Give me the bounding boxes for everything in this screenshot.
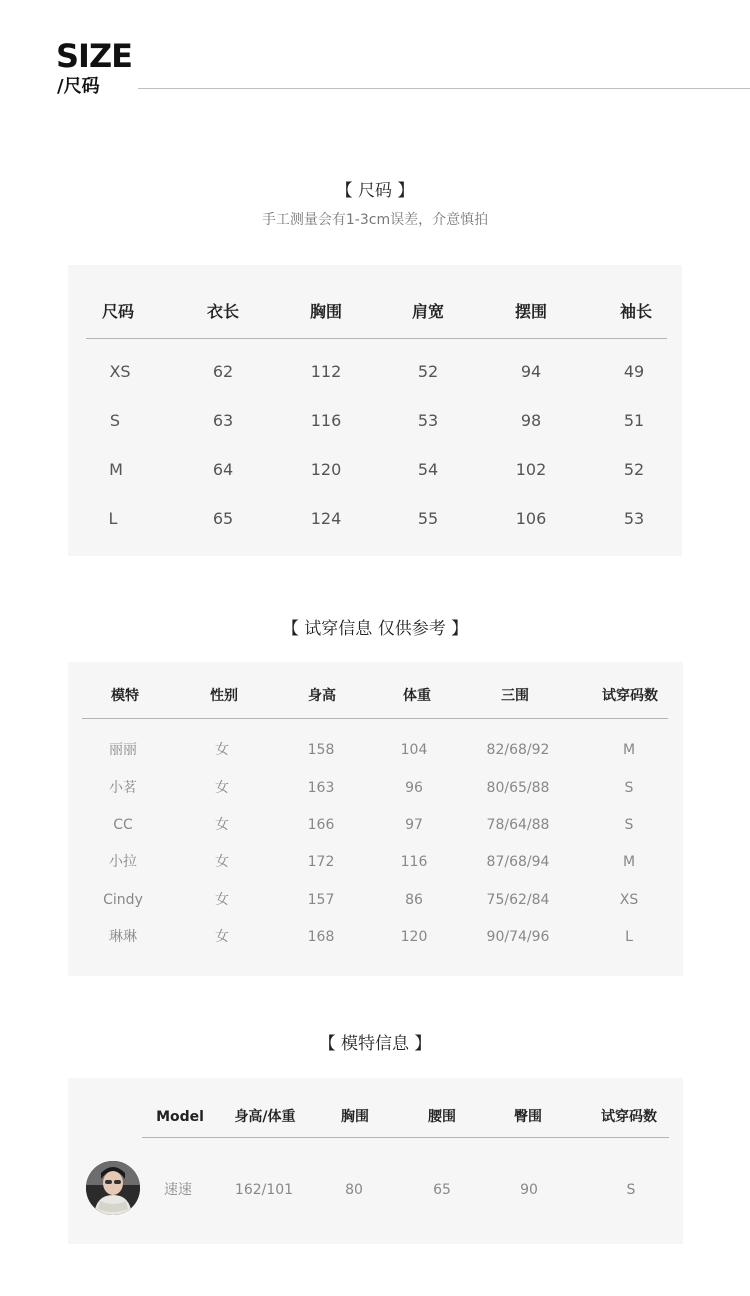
size-cell: 116: [310, 411, 342, 430]
size-cell: M: [109, 460, 123, 479]
size-header-cell: 袖长: [619, 302, 652, 321]
tryon-cell: 116: [400, 854, 428, 870]
tryon-cell: 女: [215, 742, 229, 758]
size-cell: 98: [520, 411, 542, 430]
tryon-cell: 96: [405, 780, 423, 796]
tryon-cell: S: [624, 817, 634, 833]
tryon-cell: 女: [215, 817, 229, 833]
model-header-cell: Model: [156, 1109, 204, 1125]
size-header-divider: [86, 338, 667, 339]
tryon-cell: 小拉: [109, 854, 137, 870]
model-section-title: 【 模特信息 】: [318, 1034, 432, 1054]
tryon-cell: 78/64/88: [486, 817, 550, 833]
tryon-cell: 166: [307, 817, 335, 833]
size-heading: SIZE: [56, 37, 133, 75]
tryon-cell: 172: [307, 854, 335, 870]
size-cell: 94: [520, 362, 542, 381]
tryon-cell: 157: [307, 892, 335, 908]
tryon-cell: 90/74/96: [486, 929, 550, 945]
size-cell: XS: [109, 362, 131, 381]
size-cell: 63: [212, 411, 234, 430]
size-cell: 52: [623, 460, 645, 479]
size-cell: 53: [417, 411, 439, 430]
size-cell: 55: [417, 509, 439, 528]
model-header-cell: 试穿码数: [601, 1109, 657, 1125]
tryon-cell: 82/68/92: [486, 742, 550, 758]
tryon-cell: 女: [215, 780, 229, 796]
size-cell: 112: [310, 362, 342, 381]
tryon-cell: 丽丽: [109, 742, 137, 758]
tryon-cell: 女: [215, 854, 229, 870]
tryon-header-cell: 模特: [111, 688, 139, 704]
tryon-cell: 琳琳: [109, 929, 137, 945]
model-avatar: [86, 1161, 140, 1215]
size-cell: 120: [310, 460, 342, 479]
size-cell: 54: [417, 460, 439, 479]
model-avatar-image: [86, 1161, 140, 1215]
size-header-cell: 衣长: [206, 302, 239, 321]
model-header-cell: 臀围: [514, 1109, 542, 1125]
tryon-header-cell: 试穿码数: [602, 688, 658, 704]
model-cell: 162/101: [234, 1182, 294, 1198]
size-cell: 62: [212, 362, 234, 381]
model-header-cell: 胸围: [341, 1109, 369, 1125]
tryon-cell: 97: [405, 817, 423, 833]
size-cell: 102: [515, 460, 547, 479]
size-table: [68, 265, 682, 556]
size-cell: 51: [623, 411, 645, 430]
tryon-cell: M: [622, 742, 636, 758]
tryon-header-cell: 性别: [210, 688, 238, 704]
tryon-cell: L: [625, 929, 633, 945]
tryon-cell: CC: [113, 817, 133, 833]
size-section-note: 手工测量会有1-3cm误差，介意慎拍: [261, 212, 489, 228]
tryon-section-title: 【 试穿信息 仅供参考 】: [281, 619, 469, 639]
tryon-header-divider: [82, 718, 668, 719]
model-header-cell: 身高/体重: [234, 1109, 296, 1125]
tryon-cell: 女: [215, 929, 229, 945]
model-table: [68, 1078, 683, 1244]
tryon-cell: Cindy: [103, 892, 143, 908]
tryon-cell: XS: [619, 892, 639, 908]
tryon-cell: 小茗: [109, 780, 137, 796]
tryon-cell: 86: [405, 892, 423, 908]
size-cell: 124: [310, 509, 342, 528]
size-header-cell: 胸围: [309, 302, 342, 321]
tryon-header-cell: 身高: [308, 688, 336, 704]
tryon-header-cell: 体重: [403, 688, 431, 704]
model-cell: 80: [345, 1182, 363, 1198]
size-cell: 64: [212, 460, 234, 479]
size-header-cell: 摆围: [514, 302, 547, 321]
tryon-cell: 168: [307, 929, 335, 945]
model-cell: 65: [433, 1182, 451, 1198]
size-cell: 65: [212, 509, 234, 528]
size-subheading: /尺码: [57, 76, 100, 97]
tryon-cell: 87/68/94: [486, 854, 550, 870]
header-divider: [138, 88, 750, 89]
tryon-header-cell: 三围: [501, 688, 529, 704]
model-cell: 90: [520, 1182, 538, 1198]
tryon-cell: M: [622, 854, 636, 870]
model-cell: 速速: [164, 1182, 192, 1198]
size-cell: 49: [623, 362, 645, 381]
size-cell: S: [109, 411, 121, 430]
tryon-cell: 75/62/84: [486, 892, 550, 908]
tryon-cell: 158: [307, 742, 335, 758]
tryon-cell: 104: [400, 742, 428, 758]
model-header-divider: [142, 1137, 669, 1138]
size-header-cell: 尺码: [101, 302, 134, 321]
tryon-cell: 80/65/88: [486, 780, 550, 796]
size-cell: 106: [515, 509, 547, 528]
tryon-cell: 女: [215, 892, 229, 908]
tryon-cell: S: [624, 780, 634, 796]
model-header-cell: 腰围: [428, 1109, 456, 1125]
tryon-cell: 120: [400, 929, 428, 945]
size-header-cell: 肩宽: [411, 302, 444, 321]
tryon-table: [68, 662, 683, 976]
size-cell: 53: [623, 509, 645, 528]
model-cell: S: [626, 1182, 636, 1198]
size-cell: L: [108, 509, 118, 528]
size-section-title: 【 尺码 】: [335, 181, 415, 201]
size-cell: 52: [417, 362, 439, 381]
tryon-cell: 163: [307, 780, 335, 796]
